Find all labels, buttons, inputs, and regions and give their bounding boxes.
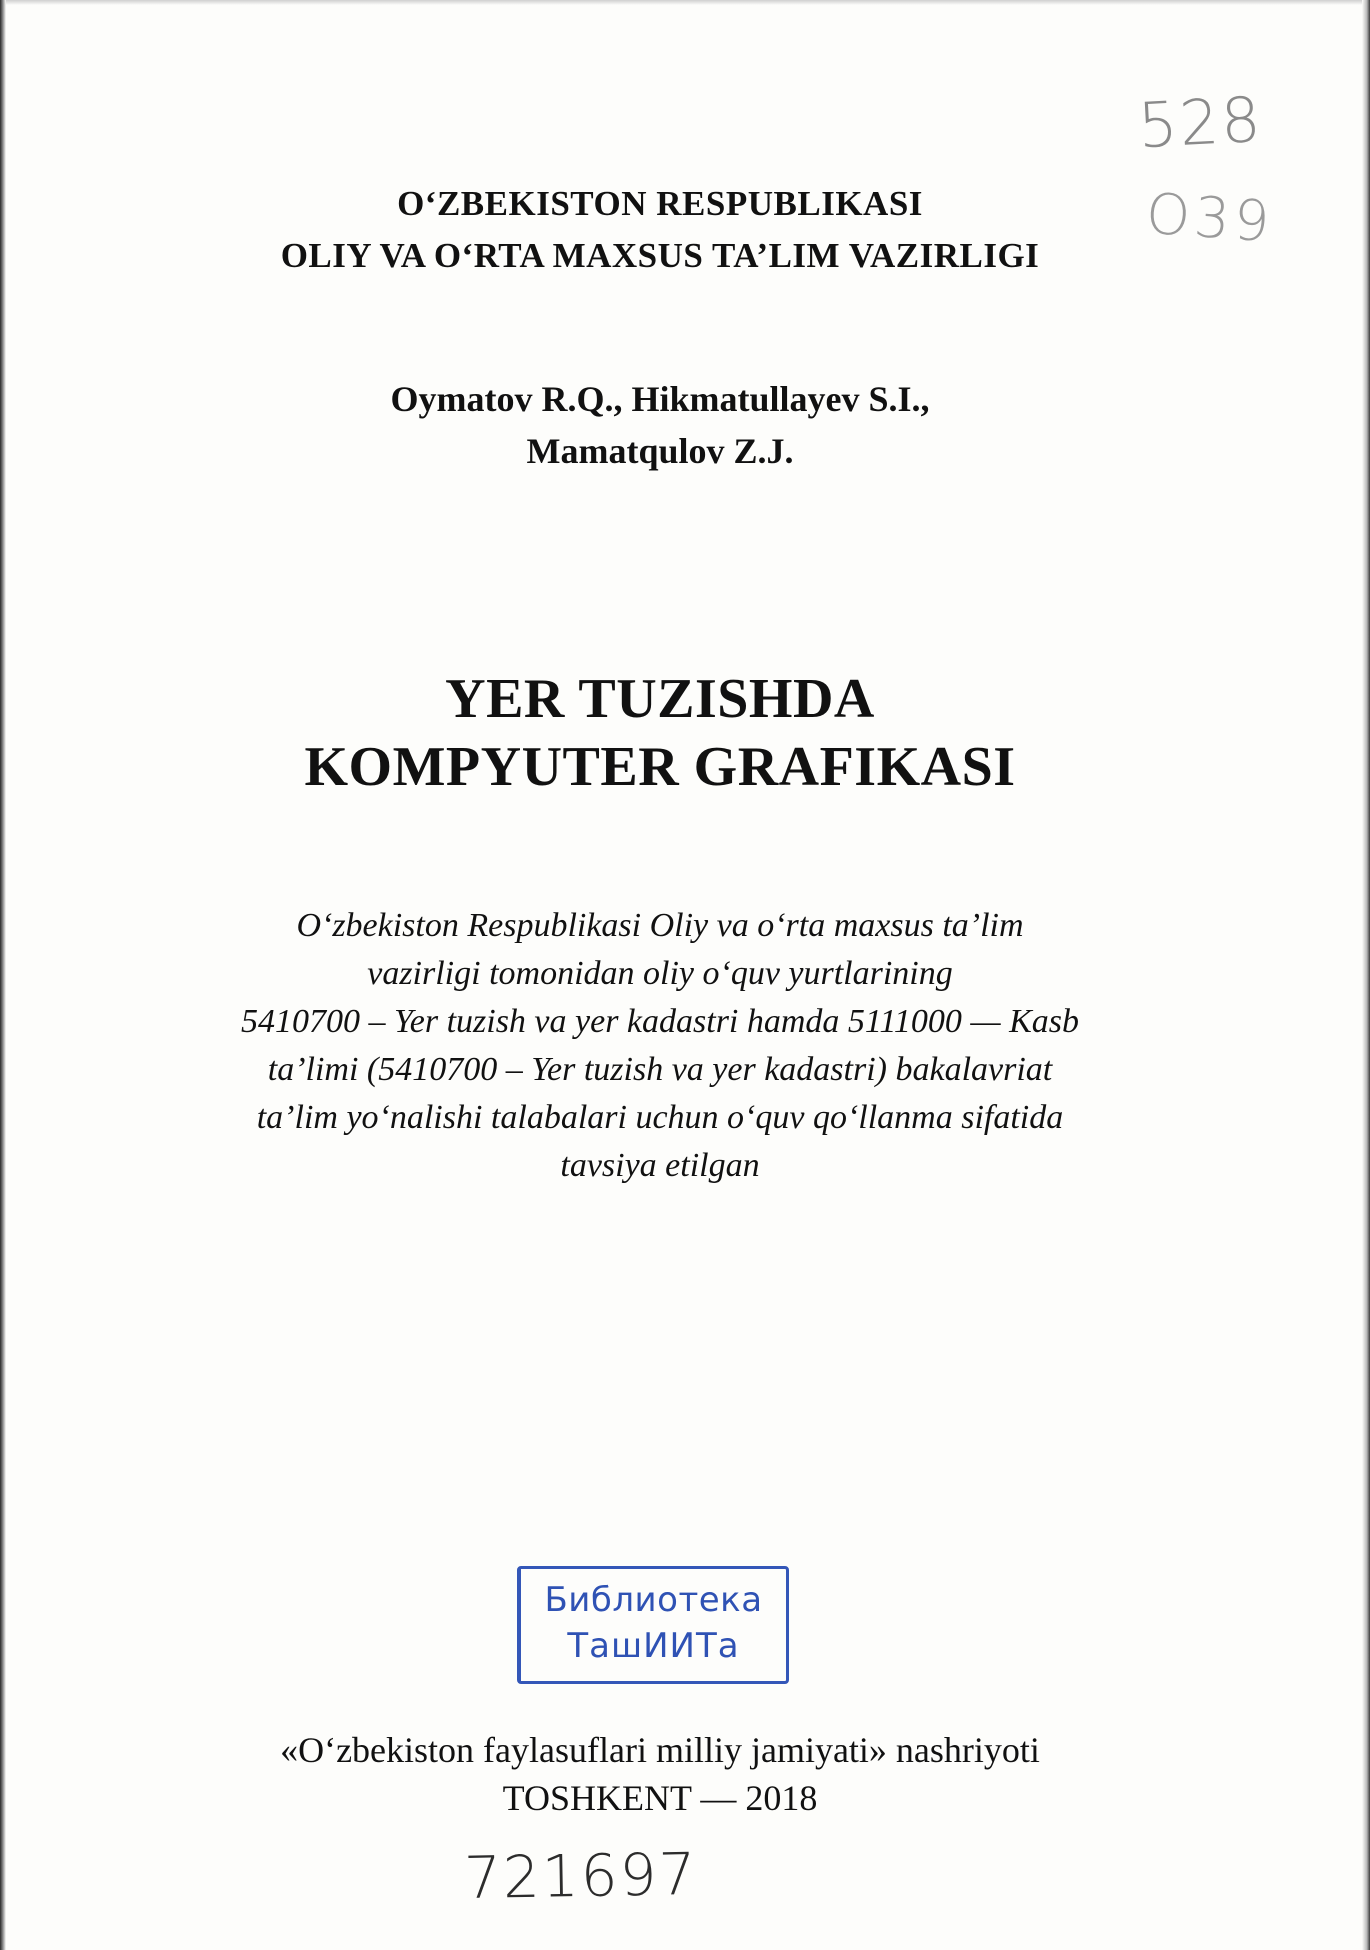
ministry-line-2: OLIY VA O‘RTA MAXSUS TA’LIM VAZIRLIGI: [280, 236, 1040, 275]
handwritten-inventory-number: 721697: [463, 1839, 698, 1913]
recommendation-text: [0, 902, 1320, 1190]
publisher-info: [0, 1726, 1320, 1822]
authors: [0, 373, 1320, 477]
title-line-2: KOMPYUTER GRAFIKASI: [304, 736, 1016, 798]
publisher-name: «O‘zbekiston faylasuflari milliy jamiyati» nashriyoti: [280, 1730, 1040, 1770]
desc-line-2: vazirligi tomonidan oliy o‘quv yurtlarining: [367, 955, 953, 992]
desc-line-3: 5410700 – Yer tuzish va yer kadastri hamda 5111000 — Kasb: [240, 1003, 1080, 1040]
stamp-line-2: ТашИИТа: [567, 1626, 740, 1666]
ministry-line-1: O‘ZBEKISTON RESPUBLIKASI: [397, 184, 923, 223]
publication-place-year: TOSHKENT — 2018: [502, 1778, 818, 1818]
handwritten-shelf-code-1: 528: [1136, 82, 1265, 163]
library-stamp: [517, 1566, 789, 1684]
authors-line-2: Mamatqulov Z.J.: [526, 431, 794, 471]
title-line-1: YER TUZISHDA: [445, 668, 875, 730]
desc-line-6: tavsiya etilgan: [560, 1147, 760, 1184]
desc-line-5: ta’lim yo‘nalishi talabalari uchun o‘quv qo‘llanma sifatida: [256, 1099, 1064, 1136]
desc-line-1: O‘zbekiston Respublikasi Oliy va o‘rta maxsus ta’lim: [296, 907, 1024, 944]
stamp-line-1: Библиотека: [544, 1580, 763, 1620]
scan-edge-top: [0, 0, 1370, 5]
desc-line-4: ta’limi (5410700 – Yer tuzish va yer kadastri) bakalavriat: [267, 1051, 1053, 1088]
authors-line-1: Oymatov R.Q., Hikmatullayev S.I.,: [390, 379, 930, 419]
handwritten-shelf-code-2: O39: [1143, 181, 1276, 256]
scan-edge-right: [1362, 0, 1370, 1950]
book-title: [0, 665, 1320, 801]
ministry-header: [0, 178, 1320, 282]
